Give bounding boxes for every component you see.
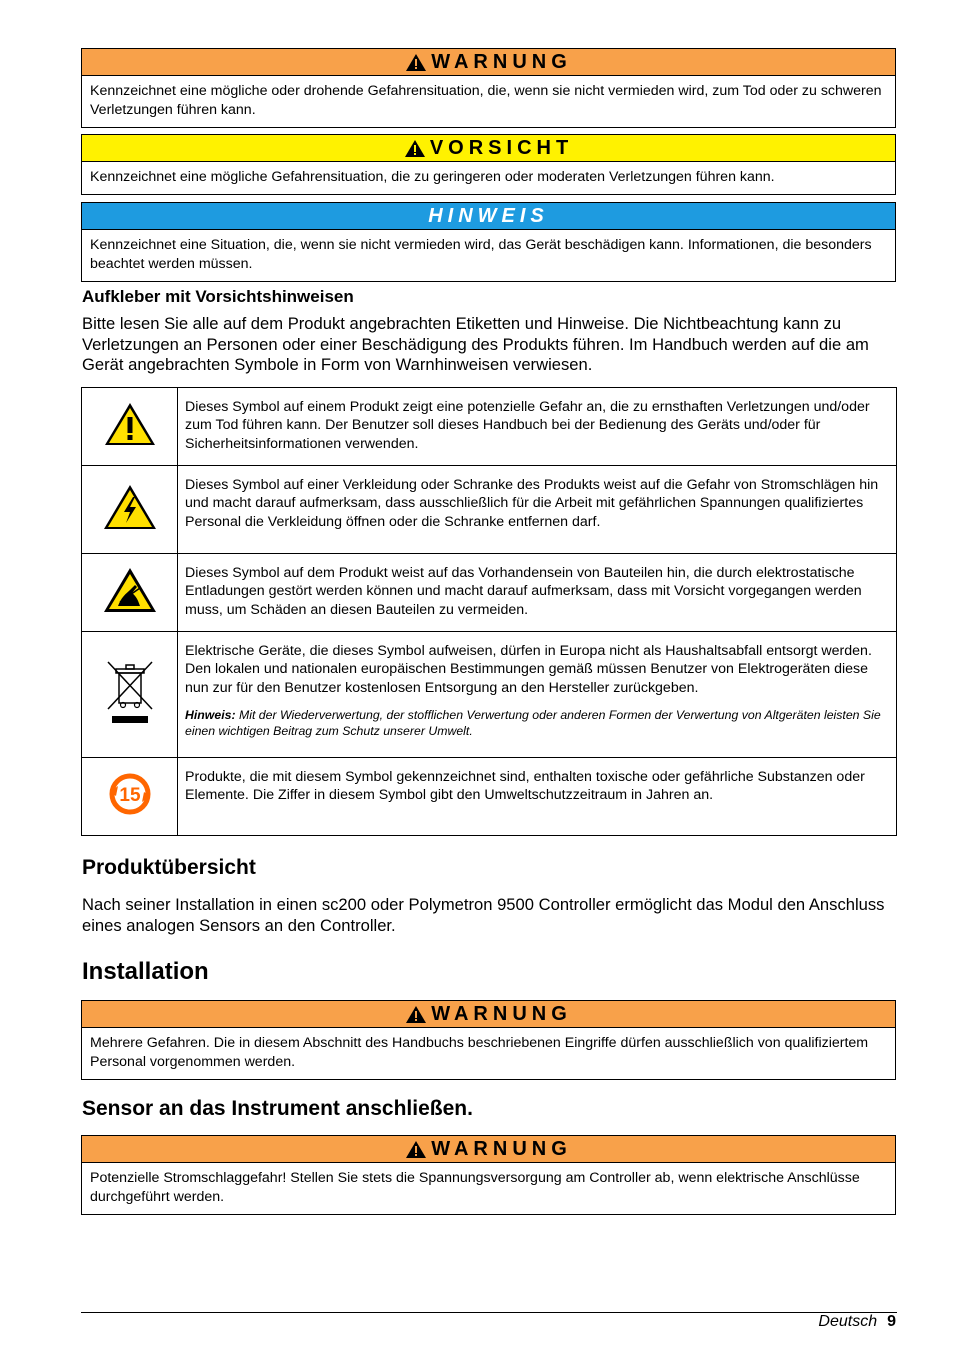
symbol-text: Elektrische Geräte, die dieses Symbol aufweisen, dürfen in Europa nicht als Haushaltsabfall entsorgt werden. Den lokalen und nationalen europäischen Bestimmungen gemäß müssen Benutzer von Elektrogeräten diese nun zur für den Benutzer kostenlosen Entsorgung an den Hersteller zurückgeben. — [185, 643, 872, 696]
product-overview-text: Nach seiner Installation in einen sc200 oder Polymetron 9500 Controller ermöglicht das Modul den Anschluss eines analogen Sensors an den Controller. — [82, 895, 885, 935]
warning-title: WARNUNG — [431, 1002, 572, 1025]
footer — [818, 1313, 896, 1331]
caution-title: VORSICHT — [429, 136, 574, 159]
warning-title: WARNUNG — [431, 50, 572, 73]
warning-header — [82, 1001, 895, 1028]
warning-header — [82, 1136, 895, 1163]
notice-header — [82, 203, 895, 230]
warning-box — [81, 1000, 896, 1080]
warning-text: Mehrere Gefahren. Die in diesem Abschnitt des Handbuchs beschriebenen Eingriffe dürfen ausschließlich von qualifiziertem Personal vorgenommen werden. — [90, 1035, 869, 1070]
symbol-row — [82, 554, 897, 632]
electric-shock-icon — [102, 483, 158, 531]
symbols-table — [81, 387, 897, 836]
caution-text: Kennzeichnet eine mögliche Gefahrensituation, die zu geringeren oder moderaten Verletzungen führen kann. — [90, 169, 775, 185]
warning-triangle-icon — [103, 401, 157, 447]
warning-header — [82, 49, 895, 76]
symbol-icon-cell — [82, 758, 178, 836]
symbol-row — [82, 388, 897, 466]
footer-rule — [81, 1312, 897, 1313]
warning-triangle-icon — [404, 139, 426, 158]
caution-header — [82, 135, 895, 162]
caution-box — [81, 134, 896, 195]
epup-number: 15 — [118, 784, 141, 806]
notice-text: Kennzeichnet eine Situation, die, wenn sie nicht vermieden wird, das Gerät beschädigen kann. Informationen, die besonders beachtet werden müssen. — [90, 237, 872, 272]
footer-language: Deutsch — [818, 1313, 878, 1330]
notice-title: HINWEIS — [428, 204, 549, 227]
symbol-text: Produkte, die mit diesem Symbol gekennzeichnet sind, enthalten toxische oder gefährliche Substanzen oder Elemente. Die Ziffer in diesem Symbol gibt den Umweltschutzzeitraum in Jahren an. — [178, 758, 897, 836]
symbol-row — [82, 466, 897, 554]
warning-box — [81, 48, 896, 128]
symbol-text: Dieses Symbol auf dem Produkt weist auf das Vorhandensein von Bauteilen hin, die durch elektrostatische Entladungen gestört werden können und macht darauf aufmerksam, dass mit Vorsicht vorgegangen werden muss, um Schäden an diesen Bauteilen zu vermeiden. — [178, 554, 897, 632]
labels-heading: Aufkleber mit Vorsichtshinweisen — [82, 287, 354, 306]
installation-heading: Installation — [82, 958, 209, 985]
recycling-note — [185, 707, 888, 739]
symbol-icon-cell — [82, 554, 178, 632]
labels-intro: Bitte lesen Sie alle auf dem Produkt angebrachten Etiketten und Hinweise. Die Nichtbeachtung kann zu Verletzungen an Personen oder einer Beschädigung des Produkts führen. Im Handbuch werden auf die am Gerät angebrachten Symbole in Form von Warnhinweisen verwiesen. — [82, 314, 869, 374]
warning-text: Potenzielle Stromschlaggefahr! Stellen Sie stets die Spannungsversorgung am Controller ab, wenn elektrische Anschlüsse durchgeführt werden. — [90, 1170, 860, 1205]
esd-icon — [102, 566, 158, 614]
symbol-row — [82, 758, 897, 836]
warning-text: Kennzeichnet eine mögliche oder drohende Gefahrensituation, die, wenn sie nicht vermieden wird, zum Tod oder zu schweren Verletzungen führen kann. — [90, 83, 882, 118]
warning-triangle-icon — [405, 1140, 427, 1159]
symbol-icon-cell — [82, 466, 178, 554]
note-label: Hinweis: — [185, 707, 236, 722]
symbol-icon-cell — [82, 388, 178, 466]
page-number: 9 — [887, 1313, 896, 1330]
note-text: Mit der Wiederverwertung, der stofflichen Verwertung oder anderen Formen der Verwertung von Altgeräten leisten Sie einen wichtigen Beitrag zum Schutz unserer Umwelt. — [185, 707, 881, 738]
epup-15-icon — [106, 770, 154, 818]
symbol-text-cell — [178, 632, 897, 758]
symbol-row — [82, 632, 897, 758]
symbol-text: Dieses Symbol auf einer Verkleidung oder Schranke des Produkts weist auf die Gefahr von Stromschlägen hin und macht darauf aufmerksam, dass ausschließlich für die Arbeit mit gefährlichen Spannungen qualifiziertes Personal die Verkleidung öffnen oder die Schranke entfernen darf. — [178, 466, 897, 554]
weee-bin-icon — [105, 659, 155, 725]
warning-triangle-icon — [405, 1005, 427, 1024]
warning-box — [81, 1135, 896, 1215]
warning-triangle-icon — [405, 53, 427, 72]
warning-title: WARNUNG — [431, 1137, 572, 1160]
symbol-icon-cell — [82, 632, 178, 758]
sensor-heading: Sensor an das Instrument anschließen. — [82, 1097, 473, 1120]
product-overview-heading: Produktübersicht — [82, 856, 256, 879]
symbol-text: Dieses Symbol auf einem Produkt zeigt eine potenzielle Gefahr an, die zu ernsthaften Verletzungen und/oder zum Tod führen kann. Der Benutzer soll dieses Handbuch bei der Bedienung des Geräts und/oder für Sicherheitsinformationen verwenden. — [178, 388, 897, 466]
notice-box — [81, 202, 896, 282]
